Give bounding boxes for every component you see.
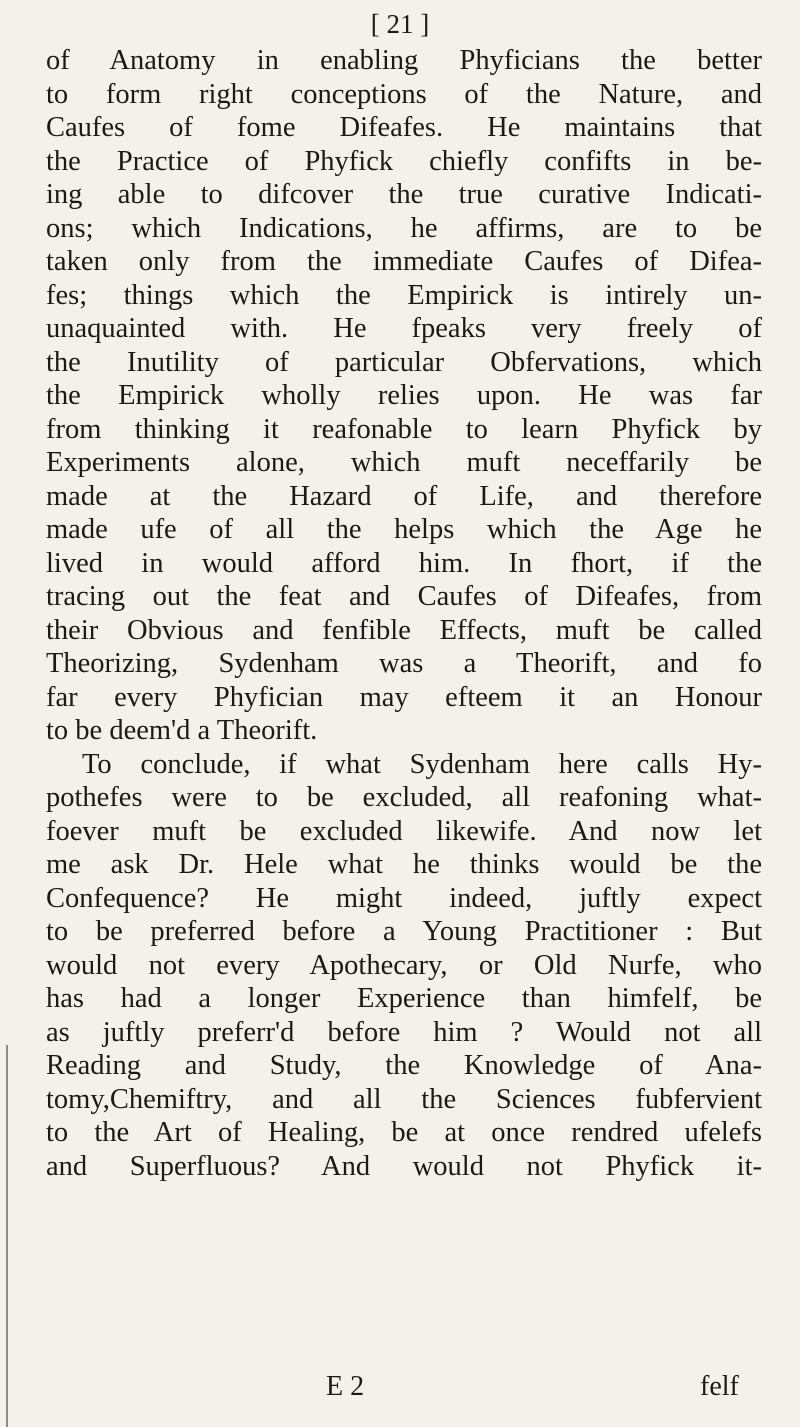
text-line: to be deem'd a Theorift.	[46, 715, 318, 746]
text-line: pothefes were to be excluded, all reafoning what-	[46, 782, 762, 813]
text-line: the Empirick wholly relies upon. He was far	[46, 380, 762, 411]
text-line: to be preferred before a Young Practitioner : But	[46, 916, 762, 947]
text-line: made at the Hazard of Life, and therefore	[46, 480, 762, 512]
catchword: felf	[700, 1371, 739, 1402]
text-line: the Inutility of particular Obfervations, which	[46, 346, 762, 378]
text-line: tomy,Chemiftry, and all the Sciences fubfervient	[46, 1083, 762, 1115]
text-line: me ask Dr. Hele what he thinks would be the	[46, 849, 762, 880]
text-line: taken only from the immediate Caufes of Difea-	[46, 246, 762, 277]
text-line: Experiments alone, which muft neceffarily be	[46, 447, 762, 478]
text-line: as juftly preferr'd before him ? Would not all	[46, 1016, 762, 1048]
text-line: tracing out the feat and Caufes of Difeafes, from	[46, 581, 762, 612]
signature-mark: E 2	[326, 1371, 365, 1402]
text-line: of Anatomy in enabling Phyficians the better	[46, 45, 762, 76]
footer-line	[0, 1371, 800, 1405]
text-line: to form right conceptions of the Nature, and	[46, 78, 762, 110]
text-line: fes; things which the Empirick is intirely un-	[46, 279, 762, 311]
text-line: Reading and Study, the Knowledge of Ana-	[46, 1050, 762, 1081]
text-line: Caufes of fome Difeafes. He maintains that	[46, 112, 762, 143]
text-line: far every Phyfician may efteem it an Honour	[46, 681, 762, 713]
text-line: the Practice of Phyfick chiefly confifts in be-	[46, 145, 762, 177]
page-number-header: [ 21 ]	[370, 9, 430, 39]
text-line: and Superfluous? And would not Phyfick it-	[46, 1150, 762, 1182]
text-line: from thinking it reafonable to learn Phyfick by	[46, 413, 762, 445]
text-line: has had a longer Experience than himfelf, be	[46, 983, 762, 1014]
text-line: foever muft be excluded likewife. And now let	[46, 815, 762, 847]
text-line: their Obvious and fenfible Effects, muft be called	[46, 614, 762, 646]
text-line: ing able to difcover the true curative Indicati-	[46, 179, 762, 210]
text-line: Theorizing, Sydenham was a Theorift, and fo	[46, 648, 762, 679]
text-line: would not every Apothecary, or Old Nurfe, who	[46, 949, 762, 981]
text-line: unaquainted with. He fpeaks very freely of	[46, 313, 762, 344]
text-line: to the Art of Healing, be at once rendred ufelefs	[46, 1117, 762, 1148]
page-edge-shadow	[6, 1045, 8, 1427]
text-line: ons; which Indications, he affirms, are to be	[46, 212, 762, 244]
text-line: made ufe of all the helps which the Age he	[46, 514, 762, 545]
text-line: lived in would afford him. In fhort, if the	[46, 547, 762, 579]
text-line: To conclude, if what Sydenham here calls Hy-	[82, 748, 762, 780]
text-line: Confequence? He might indeed, juftly expect	[46, 882, 762, 914]
body-text	[46, 44, 762, 1183]
